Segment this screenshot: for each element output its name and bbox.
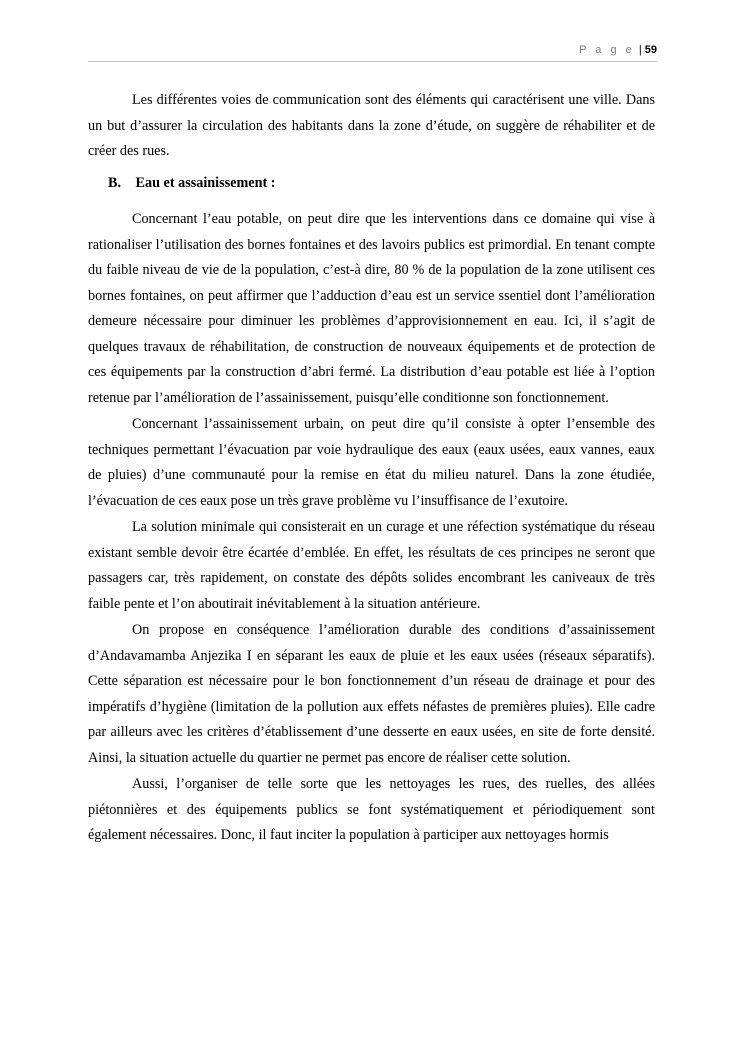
page-separator: | bbox=[638, 44, 642, 56]
paragraph-solution-minimale: La solution minimale qui consisterait en un curage et une réfection systématique du réseau existant semble devoir être écartée d’emblée. En effet, les résultats de ces principes ne seront que passagers car, très rapidement, on constate des dépôts solides encombrant les caniveaux de très faible pente et l’on aboutirait inévitablement à la situation antérieure. bbox=[88, 519, 655, 612]
paragraph-assainissement: Concernant l’assainissement urbain, on peut dire qu’il consiste à opter l’ensemble des techniques permettant l’évacuation par voie hydraulique des eaux (eaux usées, eaux vannes, eaux de pluies) d’une communauté pour la remise en état du milieu naturel. Dans la zone étudiée, l’évacuation de ces eaux pose un très grave problème vu l’insuffisance de l’exutoire. bbox=[88, 416, 655, 509]
section-label: B. bbox=[108, 174, 122, 191]
page-header bbox=[88, 40, 657, 62]
section-title: Eau et assainissement : bbox=[135, 174, 276, 191]
paragraph-communication: Les différentes voies de communication sont des éléments qui caractérisent une ville. Dans un but d’assurer la circulation des habitants dans la zone d’étude, on suggère de réhabiliter et de créer des rues. bbox=[88, 92, 655, 159]
paragraph-proposition: On propose en conséquence l’amélioration durable des conditions d’assainissement d’Andavamamba Anjezika I en séparant les eaux de pluie et les eaux usées (réseaux séparatifs). Cette séparation est nécessaire pour le bon fonctionnement d’un réseau de drainage et pour des impératifs d’hygiène (limitation de la pollution aux effets néfastes de premières pluies). Elle cadre par ailleurs avec les critères d’établissement d’une desserte en eaux usées, en site de forte densité. Ainsi, la situation actuelle du quartier ne permet pas encore de réaliser cette solution. bbox=[88, 622, 655, 766]
page-number: 59 bbox=[644, 44, 657, 56]
document-body bbox=[88, 88, 655, 849]
paragraph-eau-potable: Concernant l’eau potable, on peut dire que les interventions dans ce domaine qui vise à rationaliser l’utilisation des bornes fontaines et des lavoirs publics est primordial. En tenant compte du faible niveau de vie de la population, c’est-à dire, 80 % de la population de la zone utilisent ces bornes fontaines, on peut affirmer que l’adduction d’eau est un service ssentiel dont l’amélioration demeure nécessaire pour diminuer les problèmes d’approvisionnement en eau. Ici, il s’agit de quelques travaux de réhabilitation, de construction de nouveaux équipements et de protection de ces équipements par la construction d’abri fermé. La distribution d’eau potable est liée à l’option retenue par l’amélioration de l’assainissement, puisqu’elle conditionne son fonctionnement. bbox=[88, 211, 655, 406]
page-label: P a g e bbox=[579, 44, 635, 56]
paragraph-nettoyage: Aussi, l’organiser de telle sorte que les nettoyages les rues, des ruelles, des allées piétonnières et des équipements publics se font systématiquement et périodiquement sont également nécessaires. Donc, il faut inciter la population à participer aux nettoyages hormis bbox=[88, 776, 655, 843]
section-heading bbox=[88, 171, 655, 197]
